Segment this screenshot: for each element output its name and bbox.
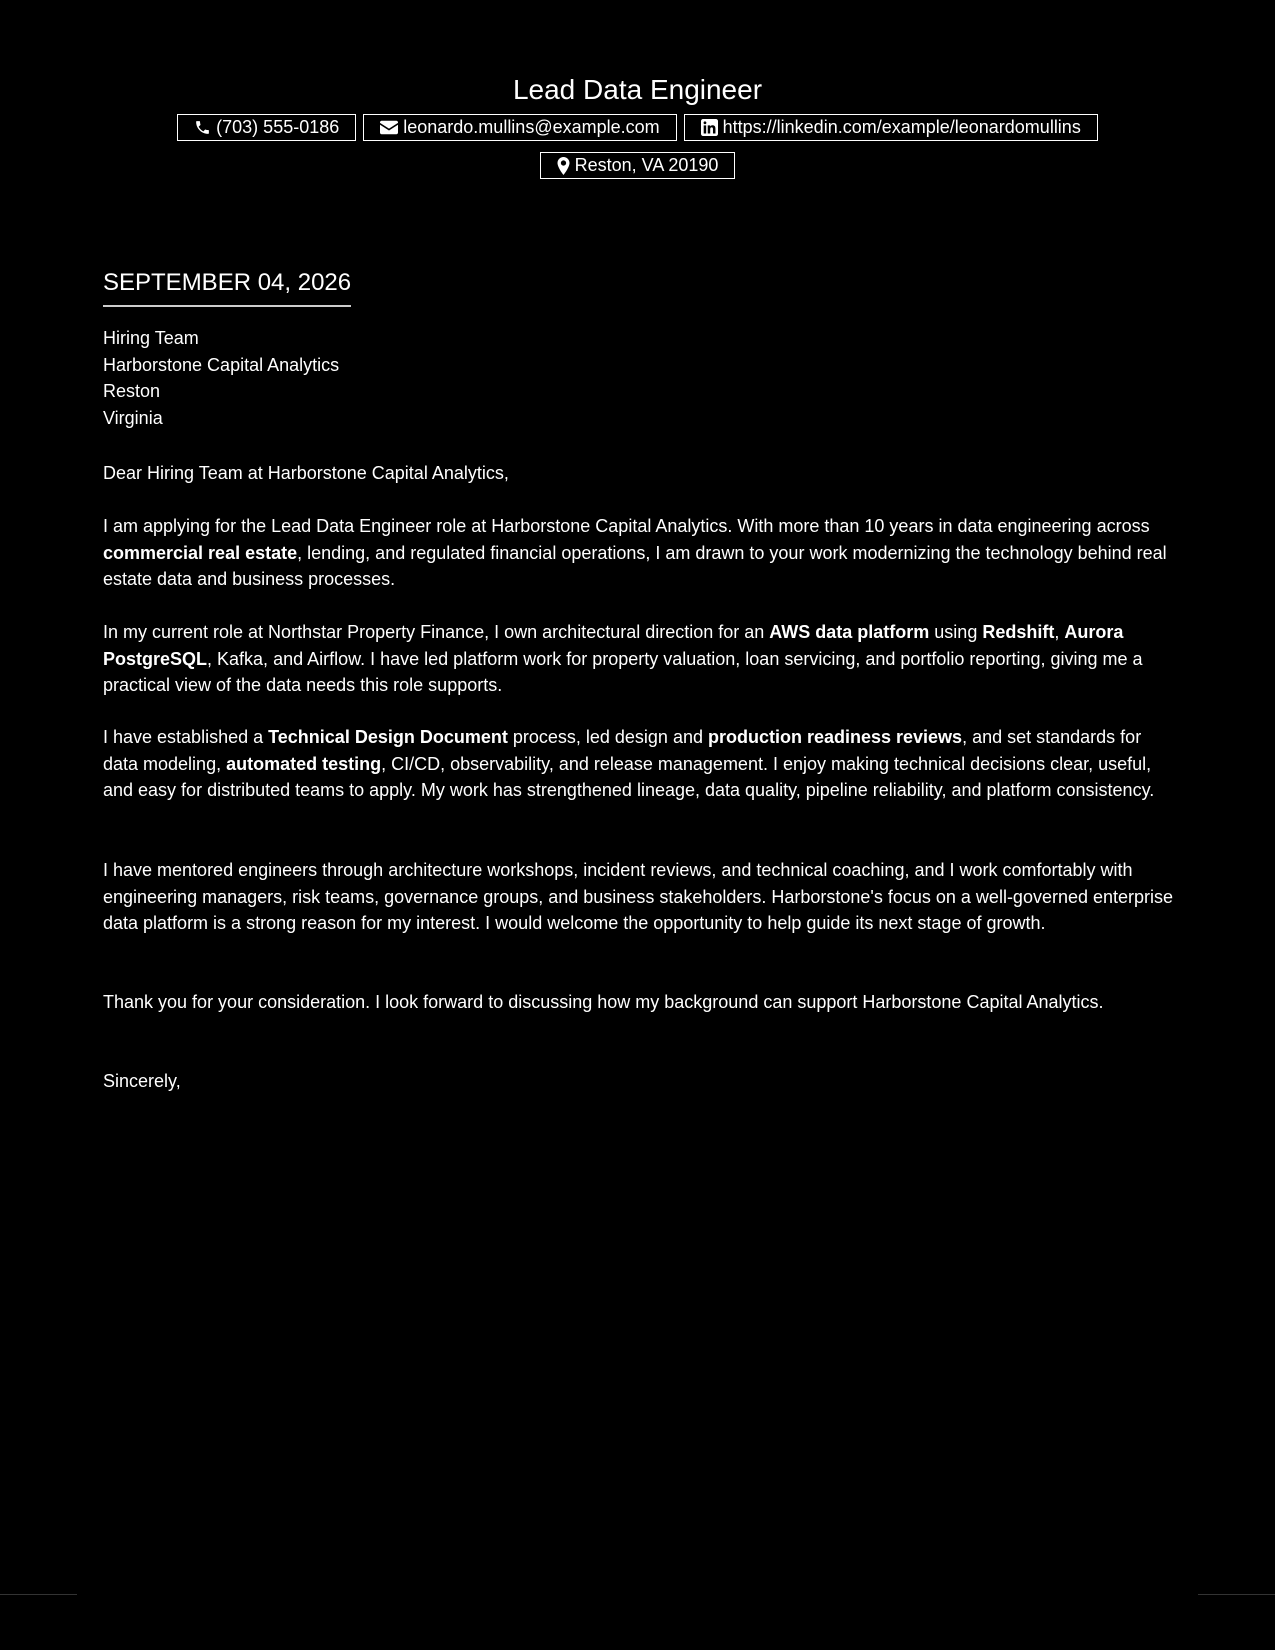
email-chip[interactable] (363, 114, 676, 141)
job-title-heading: Lead Data Engineer (512, 74, 763, 105)
paragraph-3-text (103, 724, 1178, 804)
bold-run: automated testing (226, 753, 382, 774)
envelope-icon (380, 120, 398, 135)
bold-run: AWS data platform (769, 622, 930, 642)
paragraph-1 (103, 513, 1178, 593)
bold-run: Aurora PostgreSQL (103, 622, 1124, 669)
paragraph-4 (103, 857, 1178, 937)
text-run: , (1054, 622, 1065, 642)
sign-off-text: Sincerely, (103, 1071, 181, 1091)
paragraph-3 (103, 724, 1178, 804)
location-text: Reston, VA 20190 (574, 155, 719, 175)
paragraph-1-text (103, 513, 1178, 593)
paragraph-2 (103, 619, 1178, 699)
phone-text: (703) 555-0186 (216, 117, 340, 137)
text-run: , lending, and regulated financial operations, I am drawn to your work modernizing the technology behind real estate data and business processes. (103, 542, 1167, 589)
text-run: , CI/CD, observability, and release management. I enjoy making technical decisions clear, useful, and easy for distributed teams to apply. My work has strengthened lineage, data quality, pipeline reliability, and platform consistency. (103, 753, 1155, 800)
contact-row-primary (0, 114, 1275, 141)
text-run: using (929, 622, 983, 642)
phone-chip[interactable] (177, 114, 356, 141)
recipient-block (103, 325, 339, 431)
bold-run: Redshift (982, 622, 1055, 642)
map-marker-icon (557, 157, 570, 175)
linkedin-chip[interactable] (684, 114, 1098, 141)
paragraph-5-text: Thank you for your consideration. I look forward to discussing how my background can support Harborstone Capital Analytics. (103, 992, 1104, 1012)
text-run: I have established a (103, 727, 269, 747)
recipient-line: Virginia (103, 407, 163, 428)
recipient-line: Harborstone Capital Analytics (103, 354, 340, 375)
email-text: leonardo.mullins@example.com (403, 117, 660, 137)
text-run: , and set standards for data modeling, (103, 727, 1142, 774)
contact-row-secondary (0, 152, 1275, 179)
linkedin-icon (701, 119, 718, 136)
paragraph-5 (103, 989, 1178, 1016)
bold-run: production readiness reviews (707, 727, 963, 747)
phone-icon (194, 119, 211, 136)
salutation (103, 460, 1178, 487)
location-chip (540, 152, 736, 179)
text-run: In my current role at Northstar Property Finance, I own architectural direction for an (103, 622, 770, 642)
recipient-line: Reston (103, 381, 161, 401)
footer-rule-right (1198, 1594, 1275, 1595)
text-run: process, led design and (507, 727, 708, 747)
salutation-text: Dear Hiring Team at Harborstone Capital Analytics, (103, 463, 509, 483)
bold-run: Technical Design Document (268, 727, 508, 747)
paragraph-2-text (103, 619, 1178, 699)
letter-date: SEPTEMBER 04, 2026 (103, 268, 351, 307)
text-run: I am applying for the Lead Data Engineer role at Harborstone Capital Analytics. With more than 10 years in data engineering across (103, 516, 1150, 536)
sign-off (103, 1068, 1178, 1095)
recipient-line: Hiring Team (103, 328, 199, 348)
footer-rule-left (0, 1594, 77, 1595)
bold-run: commercial real estate (103, 542, 298, 563)
linkedin-text: https://linkedin.com/example/leonardomullins (722, 117, 1081, 137)
text-run: , Kafka, and Airflow. I have led platform work for property valuation, loan servicing, and portfolio reporting, giving me a practical view of the data needs this role supports. (103, 648, 1143, 695)
paragraph-4-text: I have mentored engineers through architecture workshops, incident reviews, and technical coaching, and I work comfortably with engineering managers, risk teams, governance groups, and business stakeholders. Harborstone's focus on a well-governed enterprise data platform is a strong reason for my interest. I would welcome the opportunity to help guide its next stage of growth. (103, 860, 1174, 933)
